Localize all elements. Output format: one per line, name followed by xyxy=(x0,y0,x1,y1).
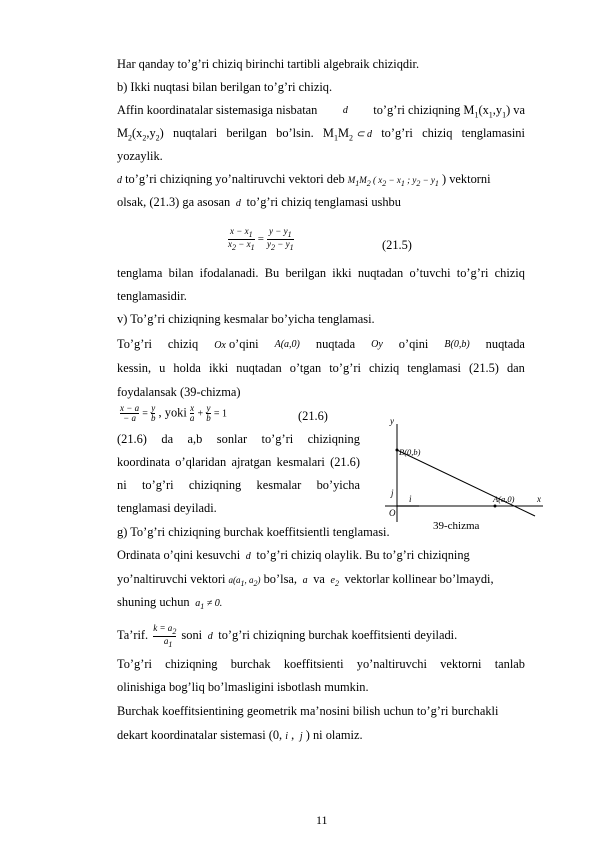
point-a-dot xyxy=(494,505,497,508)
text-line: olsak, (21.3) ga asosan d to’g’ri chiziq tenglamasi ushbu xyxy=(117,195,401,209)
text-line: d to’g’ri chiziqning yo’naltiruvchi vektori deb $M_1M_2$ ( $x_2 - x_1$ ; $y_2 - y_1$ ) vektorni xyxy=(117,172,491,188)
point-a-label: A(a,0) xyxy=(493,494,515,504)
text-line: Har qanday to’g’ri chiziq birinchi tartibli algebraik chiziqdir. xyxy=(117,57,420,71)
text-line: tenglamasi deyiladi. xyxy=(117,501,217,515)
text-line: Burchak koeffitsientining geometrik ma’nosini bilish uchun to’g’ri burchakli xyxy=(117,704,499,718)
figure-39 xyxy=(385,412,545,537)
text-line: dekart koordinatalar sistemasi (0, i , j ) ni olamiz. xyxy=(117,728,363,742)
formula-d: d xyxy=(233,198,244,209)
equation-21-6: $\frac{x - a}{- a}$ = $\frac{y}{b}$ , yoki $\frac{x}{a}$ + $\frac{y}{b}$ = 1 xyxy=(120,403,227,423)
origin-label: O xyxy=(389,508,396,518)
text-line: olinishiga bog’liq bo’lmasligini isbotlash mumkin. xyxy=(117,680,369,694)
text-line: To’g’ri chiziq Ox o’qini A(a,0) nuqtada Oy o’qini B(0,b) nuqtada xyxy=(117,337,525,351)
text-line: (21.6) da a,b sonlar to’g’ri chiziqning xyxy=(117,432,360,446)
equation-21-5: $\frac{x - x_1}{x_2 - x_1}$ = $\frac{y - y_1}{y_2 - y_1}$ xyxy=(228,226,294,252)
formula-d: d xyxy=(342,105,348,116)
text-line: ni to’g’ri chiziqning kesmalar bo’yicha xyxy=(117,478,360,492)
text-line: Affin koordinatalar sistemasiga nisbatan d to’g’ri chiziqning $M_1(x_1,y_1)$ va xyxy=(117,103,525,122)
point-b-label: B(0,b) xyxy=(399,447,421,457)
text-line: foydalansak (39-chizma) xyxy=(117,385,241,399)
axis-x-label: x xyxy=(537,494,541,504)
equation-number: (21.5) xyxy=(382,238,412,252)
vector-j-label: j xyxy=(391,488,394,498)
text-line: Ordinata o’qini kesuvchi d to’g’ri chiziq olaylik. Bu to’g’ri chiziqning xyxy=(117,548,470,562)
text-line: $M_2(x_2,y_2)$ nuqtalari berilgan bo’lsin. $M_1M_2$ ⊂ d to’g’ri chiziq tenglamasini xyxy=(117,126,525,143)
text-line: shuning uchun $a_1 \ne 0$. xyxy=(117,595,223,611)
formula-d: d xyxy=(117,175,122,186)
text-line: To’g’ri chiziqning burchak koeffitsienti yo’naltiruvchi vektorni tanlab xyxy=(117,657,525,671)
text-line: tenglama bilan ifodalanadi. Bu berilgan ikki nuqtadan o’tuvchi to’g’ri chiziq xyxy=(117,266,525,280)
formula-in-d: ⊂ d xyxy=(356,129,372,140)
axis-y-label: y xyxy=(390,416,394,426)
section-heading-v: v) To’g’ri chiziqning kesmalar bo’yicha tenglamasi. xyxy=(117,312,375,326)
equation-number: (21.6) xyxy=(298,409,328,423)
figure-caption: 39-chizma xyxy=(433,520,480,532)
text-line: yozaylik. xyxy=(117,149,163,163)
text-line: kessin, u holda ikki nuqtadan o’tgan to’g’ri chiziq tenglamasi (21.5) dan xyxy=(117,361,525,375)
section-heading-g: g) To’g’ri chiziqning burchak koeffitsientli tenglamasi. xyxy=(117,525,390,539)
page-number: 11 xyxy=(316,813,328,827)
definition-line: Ta’rif. $\frac{k = a_2}{a_1}$ soni d to’g’ri chiziqning burchak koeffitsienti deyiladi. xyxy=(117,623,458,649)
vector-i-label: i xyxy=(409,494,412,504)
text-line: yo’naltiruvchi vektori $a(a_1$, $a_2$) bo’lsa, a va $e_2$ vektorlar kollinear bo’lmaydi, xyxy=(117,572,494,588)
section-heading-b: b) Ikki nuqtasi bilan berilgan to’g’ri chiziq. xyxy=(117,80,333,94)
formula-vector-m1m2: $M_1M_2$ ( $x_2 - x_1$ ; $y_2 - y_1$ xyxy=(347,175,439,188)
text-line: tenglamasidir. xyxy=(117,289,187,303)
text-line: koordinata o’qlaridan ajratgan kesmalari (21.6) xyxy=(117,455,360,469)
